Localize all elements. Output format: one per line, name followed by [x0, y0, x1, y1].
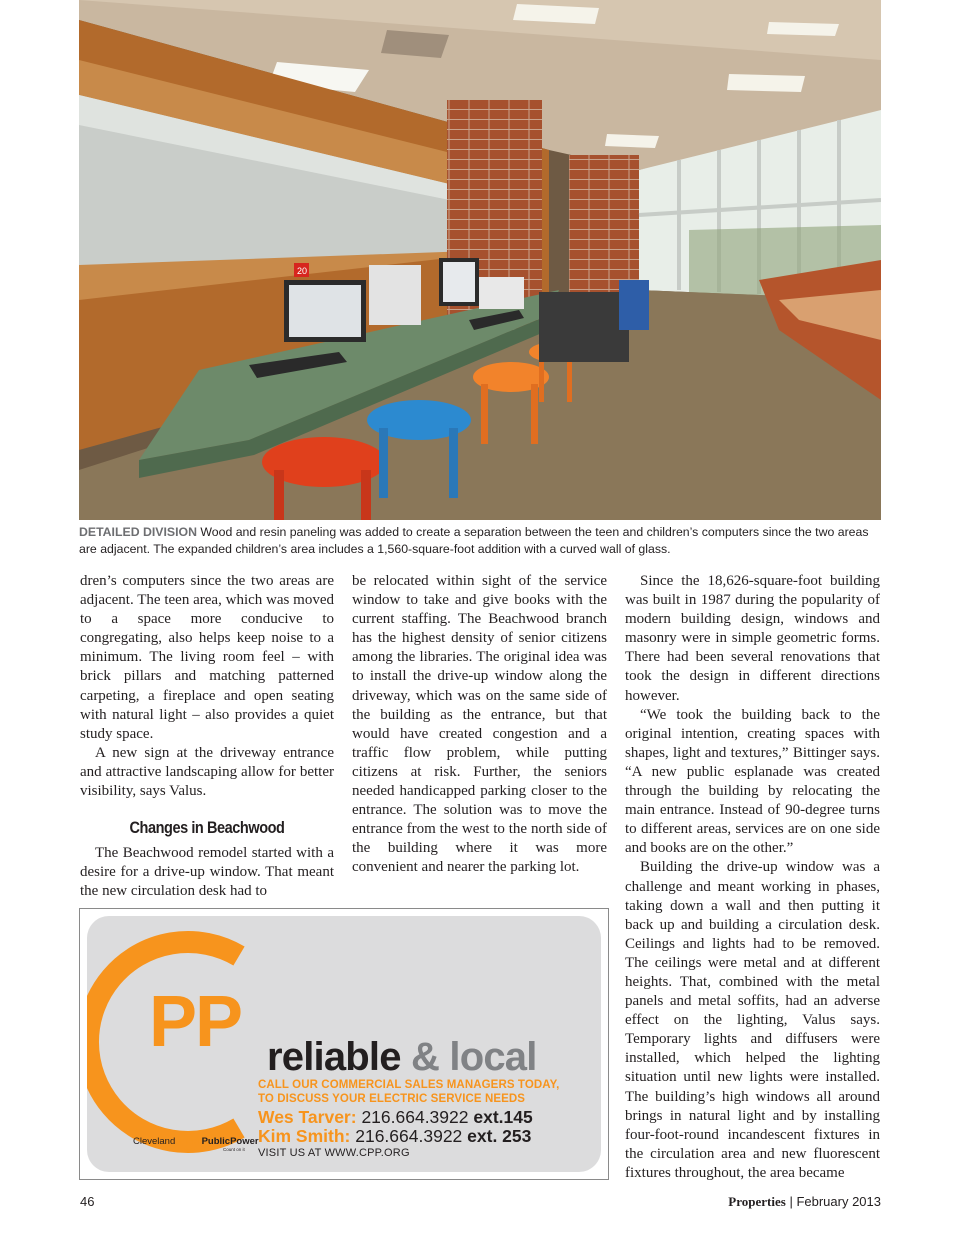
contact-name: Kim Smith: — [258, 1126, 351, 1146]
paragraph: “We took the building back to the original intention, creating spaces with shapes, light and textures,” Bittinger says. “A new public esplanade was created through the building by relocating the main entrance. Instead of 90-degree turns to different areas, services are on one side and books are on the other.” — [625, 706, 880, 857]
small-logo-mid: PP — [185, 1136, 199, 1147]
paragraph: dren’s computers since the two areas are adjacent. The teen area, which was moved to a space more conducive to congregating, also helps keep noise to a minimum. The living room feel – with brick pillars and matching patterned carpeting, a fireplace and open seating with natural light – also provides a quiet study space. — [80, 573, 334, 742]
small-logo-left: Cleveland — [133, 1136, 176, 1147]
logo-letters: PP — [149, 982, 242, 1062]
ad-contacts — [258, 1108, 533, 1146]
ad-call-to-action — [258, 1078, 559, 1106]
contact-name: Wes Tarver: — [258, 1107, 357, 1127]
article-column-2 — [352, 572, 607, 878]
tagline-local: & local — [400, 1035, 537, 1079]
paragraph: A new sign at the driveway entrance and attractive landscaping allow for better visibility, says Valus. — [80, 744, 334, 800]
contact-row — [258, 1108, 533, 1127]
paragraph: The Beachwood remodel started with a desire for a drive-up window. That meant the new circulation desk had to — [80, 845, 334, 900]
section-subhead: Changes in Beachwood — [129, 819, 285, 838]
contact-phone: 216.664.3922 — [356, 1107, 474, 1127]
issue-date: February 2013 — [796, 1194, 881, 1209]
small-logo-sub: Count on it — [223, 1147, 245, 1152]
call-line-1: CALL OUR COMMERCIAL SALES MANAGERS TODAY, — [258, 1079, 560, 1091]
magazine-name: Properties — [728, 1194, 786, 1209]
call-line-2: TO DISCUSS YOUR ELECTRIC SERVICE NEEDS — [258, 1093, 526, 1105]
contact-row — [258, 1127, 533, 1146]
ad-panel — [87, 916, 601, 1172]
photo-caption — [79, 524, 885, 558]
tagline-reliable: reliable — [267, 1035, 401, 1079]
caption-lead: DETAILED DIVISION — [79, 525, 197, 539]
paragraph: Building the drive-up window was a challenge and meant working in phases, taking down a wall and then putting it back up and building a circulation desk. Ceilings and lights had to be removed. The ceilings were metal and at different heights. That, combined with the metal panels and metal soffits, had an adverse effect on the lighting, Valus says. Temporary lights and diffusers were installed, which helped the lighting situation until new lights were installed. The building’s high windows all around brings in natural light and by installing four-foot-round incandescent fixtures in the circulation area and new fluorescent fixtures throughout, the area became — [625, 859, 880, 1181]
contact-phone: 216.664.3922 — [350, 1126, 468, 1146]
paragraph: Since the 18,626-square-foot building was built in 1987 during the popularity of modern building design, windows and masonry were in simple geometric forms. There had been several renovations that took the design in different directions however. — [625, 573, 880, 704]
article-column-1 — [80, 572, 334, 902]
caption-text: Wood and resin paneling was added to create a separation between the teen and children’s computers since the two areas are adjacent. The expanded children’s area includes a 1,560-square-foot addition with a curved wall of glass. — [79, 525, 869, 556]
sign-number: 20 — [297, 266, 308, 276]
cleveland-public-power-logo — [133, 1136, 259, 1152]
paragraph: be relocated within sight of the service window to take and give books with the current staffing. The Beachwood branch has the highest density of senior citizens among the libraries. The original idea was to install the drive-up window along the driveway, which was on the same side of the building as the entrance, but that would have created congestion and a traffic flow problem, while putting citizens at risk. Further, the seniors needed handicapped parking closer to the entrance. The solution was to move the entrance from the west to the north side of the building where it was more convenient and nearer the parking lot. — [352, 573, 607, 876]
footer-folio — [728, 1194, 881, 1210]
folio-separator: | — [785, 1194, 797, 1209]
page-number: 46 — [80, 1194, 95, 1209]
contact-ext: ext. 253 — [467, 1126, 532, 1146]
ad-website[interactable]: VISIT US AT WWW.CPP.ORG — [258, 1147, 410, 1159]
contact-ext: ext.145 — [473, 1107, 533, 1127]
library-interior-photo — [79, 0, 881, 520]
small-logo-right: PublicPower — [201, 1136, 259, 1147]
article-column-3 — [625, 572, 880, 1183]
ad-tagline — [267, 1036, 537, 1078]
cpp-advertisement[interactable] — [79, 908, 609, 1180]
